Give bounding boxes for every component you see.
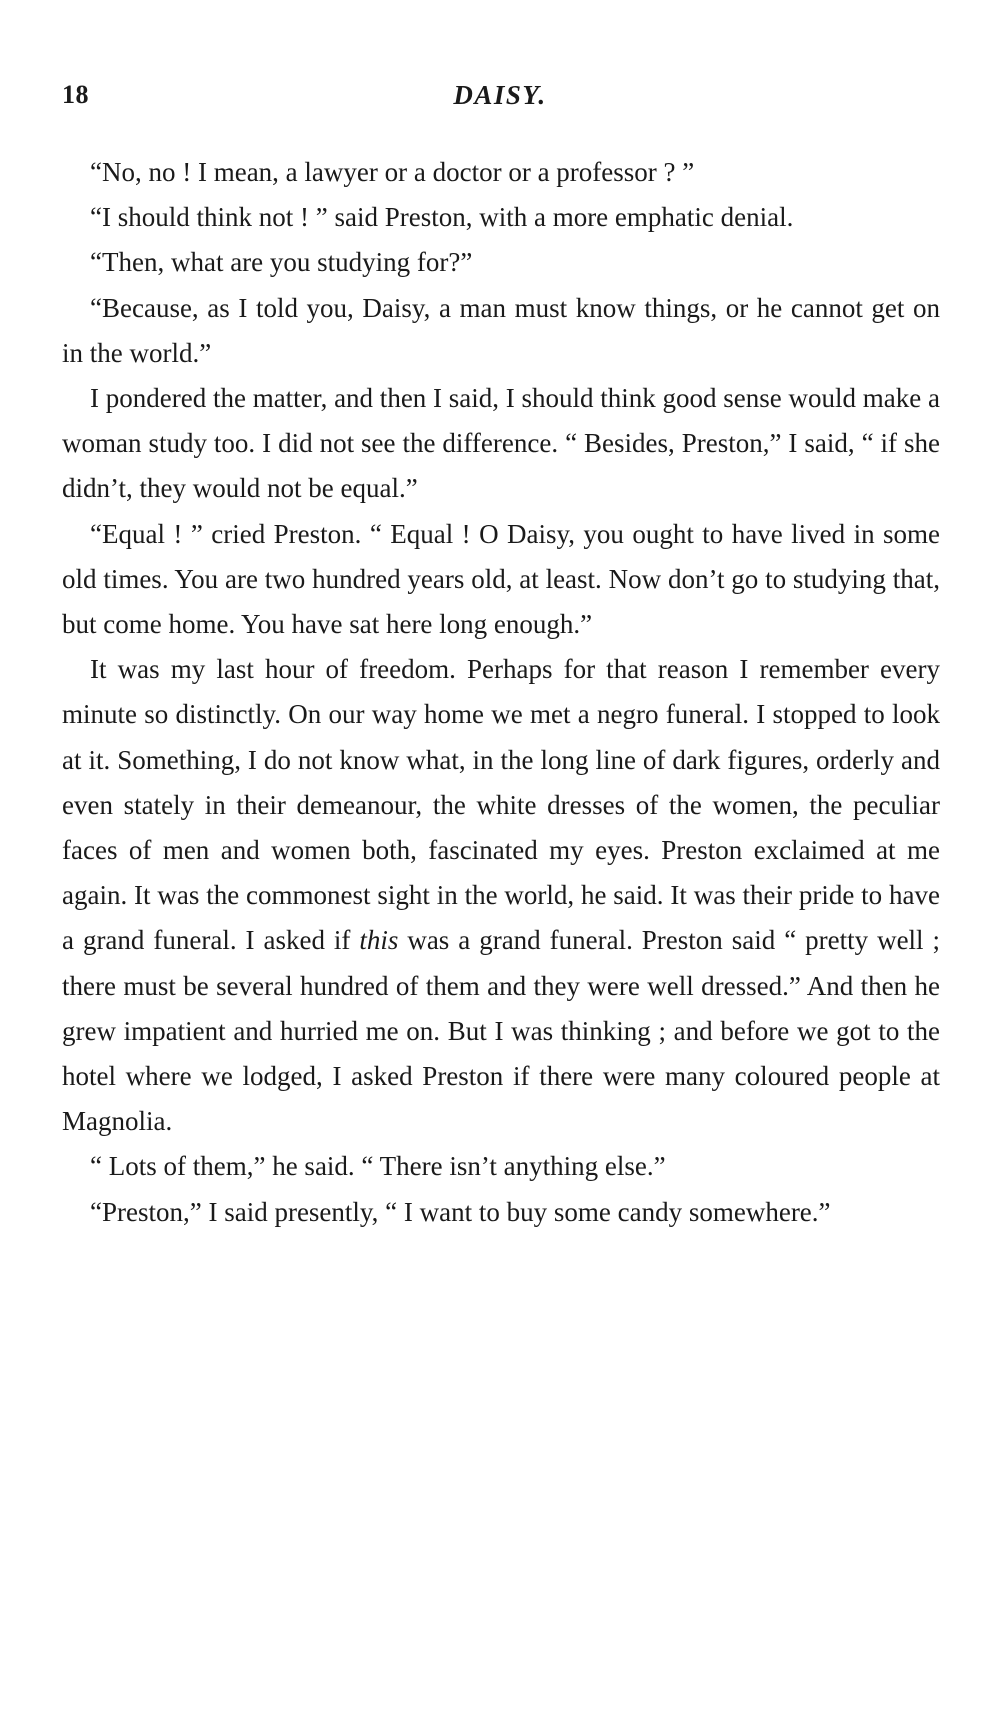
paragraph-text: I pondered the matter, and then I said, I should think good sense would make a woman study too. I did not see the difference. “ Besides, Preston,” I said, “ if she didn’t, they would not be equal.” [62,383,940,504]
paragraph [62,647,940,1144]
paragraph-text: It was my last hour of freedom. Perhaps for that reason I remember every minute so distinctly. On our way home we met a negro funeral. I stopped to look at it. Something, I do not know what, in the long line of dark figures, orderly and even stately in their demeanour, the white dresses of the women, the peculiar faces of men and women both, fascinated my eyes. Preston exclaimed at me again. It was the commonest sight in the world, he said. It was their pride to have a grand funeral. I asked if [62,654,940,956]
paragraph-text: “No, no ! I mean, a lawyer or a doctor or a professor ? ” [90,157,695,187]
paragraph-text: “Preston,” I said presently, “ I want to buy some candy somewhere.” [90,1196,831,1227]
page-number: 18 [62,80,89,109]
paragraph [62,286,940,376]
paragraph [62,376,940,512]
page-header [62,80,938,120]
running-title: DAISY. [453,80,547,110]
paragraph-text: was a grand funeral. Preston said “ pretty well ; there must be several hundred of them and they were well dressed.” And then he grew impatient and hurried me on. But I was thinking ; and before we got to the hotel where we lodged, I asked Preston if there were many coloured people at Magnolia. [62,925,941,1137]
paragraph-text: “Equal ! ” cried Preston. “ Equal ! O Daisy, you ought to have lived in some old times. You are two hundred years old, at least. Now don’t go to studying that, but come home. You have sat here long enough.” [62,518,940,640]
paragraph-text: “I should think not ! ” said Preston, with a more emphatic denial. [90,202,794,233]
paragraph-text: “ Lots of them,” he said. “ There isn’t anything else.” [90,1151,666,1182]
paragraph [62,240,940,285]
paragraph [62,150,940,195]
paragraph [62,195,940,240]
body-text [62,150,940,1235]
paragraph-text: “Because, as I told you, Daisy, a man must know things, or he cannot get on in the world.” [62,292,940,368]
paragraph [62,1144,940,1189]
paragraph [62,1190,940,1235]
italic-word: this [359,925,399,956]
paragraph-text: “Then, what are you studying for?” [90,247,473,278]
paragraph [62,512,940,648]
